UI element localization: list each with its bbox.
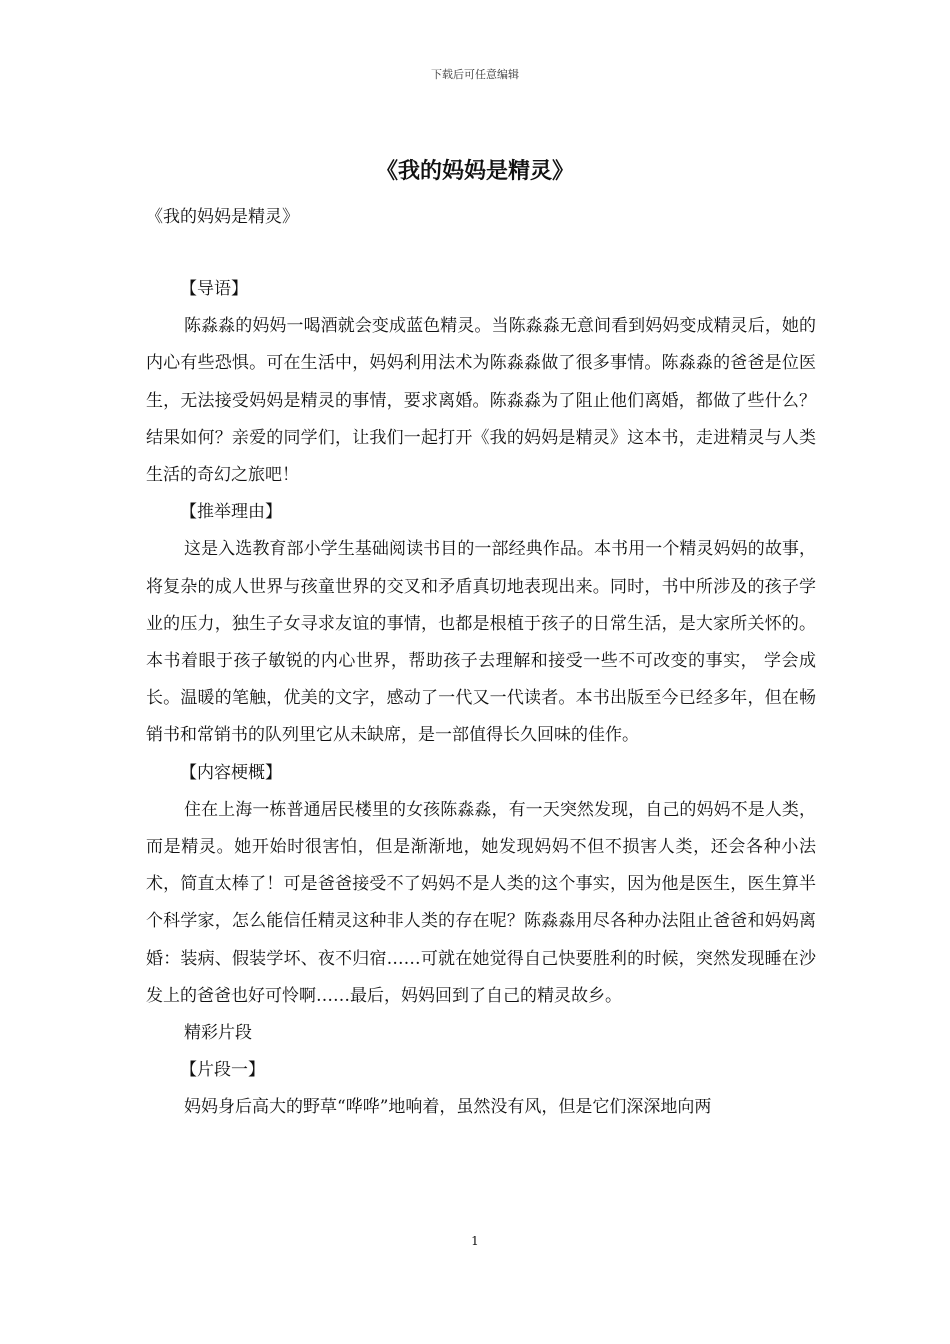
document-title: 《我的妈妈是精灵》	[375, 158, 574, 184]
summary-paragraph: 住在上海一栋普通居民楼里的女孩陈淼淼，有一天突然发现，自己的妈妈不是人类，而是精灵。她开始时很害怕，但是渐渐地，她发现妈妈不但不损害人类，还会各种小法术，简直太棒了！可是爸爸接受不了妈妈不是人类的这个事实，因为他是医生，医生算半个科学家，怎么能信任精灵这种非人类的存在呢？陈淼淼用尽各种办法阻止爸爸和妈妈离婚：装病、假装学坏、夜不归宿……可就在她觉得自己快要胜利的时候，突然发现睡在沙发上的爸爸也好可怜啊……最后，妈妈回到了自己的精灵故乡。	[146, 799, 816, 1006]
reason-paragraph: 这是入选教育部小学生基础阅读书目的一部经典作品。本书用一个精灵妈妈的故事，将复杂的成人世界与孩童世界的交叉和矛盾真切地表现出来。同时，书中所涉及的孩子学业的压力，独生子女寻求友谊的事情，也都是根植于孩子的日常生活，是大家所关怀的。本书着眼于孩子敏锐的内心世界，帮助孩子去理解和接受一些不可改变的事实， 学会成长。温暖的笔触，优美的文字，感动了一代又一代读者。本书出版至今已经多年，但在畅销书和常销书的队列里它从未缺席，是一部值得长久回味的佳作。	[146, 539, 816, 746]
page-header-note: 下载后可任意编辑	[431, 68, 519, 81]
excerpt-paragraph-1: 妈妈身后高大的野草“哗哗”地响着，虽然没有风，但是它们深深地向两	[184, 1097, 712, 1118]
section-heading-reason: 【推举理由】	[180, 502, 282, 523]
intro-paragraph: 陈淼淼的妈妈一喝酒就会变成蓝色精灵。当陈淼淼无意间看到妈妈变成精灵后，她的内心有些恐惧。可在生活中，妈妈利用法术为陈淼淼做了很多事情。陈淼淼的爸爸是位医生，无法接受妈妈是精灵的事情，要求离婚。陈淼淼为了阻止他们离婚，都做了些什么？结果如何？亲爱的同学们，让我们一起打开《我的妈妈是精灵》这本书，走进精灵与人类生活的奇幻之旅吧！	[146, 316, 816, 486]
excerpt-heading-1: 【片段一】	[180, 1060, 265, 1081]
section-heading-intro: 【导语】	[180, 279, 248, 299]
section-heading-summary: 【内容梗概】	[180, 762, 282, 783]
document-subtitle: 《我的妈妈是精灵》	[146, 207, 299, 227]
document-body	[146, 271, 816, 1127]
page-number: 1	[471, 1234, 479, 1248]
section-heading-excerpts: 精彩片段	[184, 1023, 252, 1044]
